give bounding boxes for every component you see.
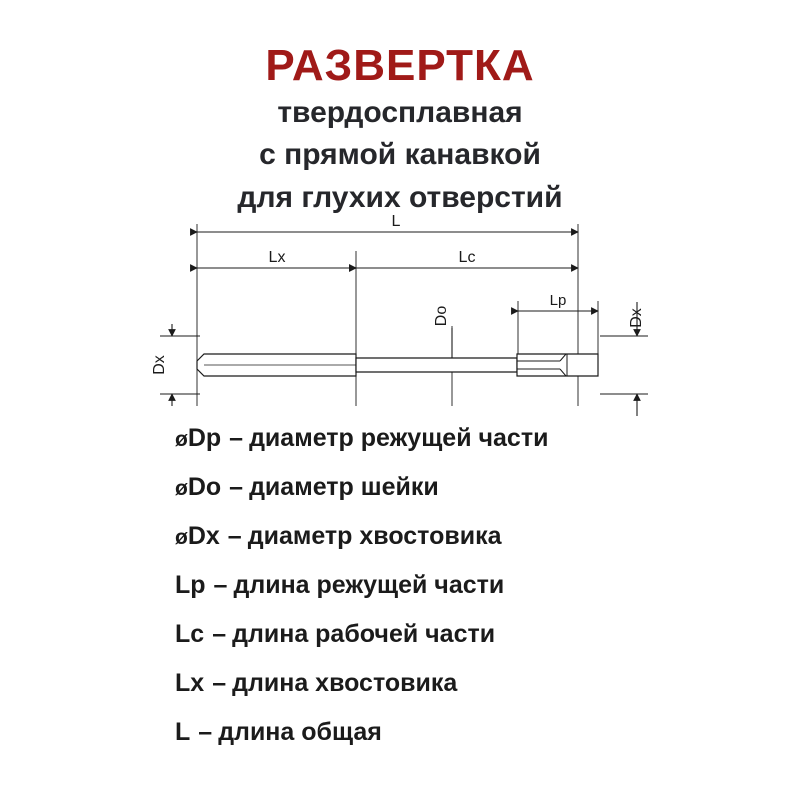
list-item [175, 512, 795, 561]
legend-description: диаметр шейки [249, 473, 439, 501]
legend-symbol-text: Lp [175, 571, 206, 599]
legend-list [175, 414, 795, 757]
legend-symbol-text: Lx [175, 669, 205, 697]
legend-symbol-text: Do [187, 473, 222, 501]
subtitle-line-1: твердосплавная [277, 95, 523, 129]
legend-symbol-l [175, 720, 190, 745]
neck-body [356, 358, 517, 372]
dimension-label-L: L [391, 213, 401, 230]
reamer-drawing-svg [0, 206, 800, 421]
list-item [175, 659, 795, 708]
diameter-icon: ø [175, 526, 188, 549]
legend-symbol-lc [175, 622, 204, 647]
subtitle-line-2: с прямой канавкой [259, 138, 541, 172]
legend-symbol-text: Dp [187, 424, 222, 452]
legend-dash: – [212, 620, 227, 648]
dimension-label-Do: Do [433, 305, 450, 327]
legend-dash: – [198, 718, 213, 746]
title-block [0, 41, 800, 217]
diameter-icon: ø [175, 428, 188, 451]
legend-dash: – [212, 669, 227, 697]
legend-description: диаметр хвостовика [247, 522, 502, 550]
list-item [175, 610, 795, 659]
legend-symbol-dp [175, 426, 221, 451]
dimension-label-Lc: Lc [458, 249, 476, 266]
legend-description: длина хвостовика [232, 669, 458, 697]
legend-symbol-text: Dx [187, 522, 220, 550]
legend-description: длина рабочей части [232, 620, 496, 648]
legend-dash: – [213, 571, 228, 599]
cutting-part-body [517, 354, 598, 376]
legend-symbol-lp [175, 573, 206, 598]
legend-symbol-dx [175, 524, 220, 549]
dimension-label-Dx-left: Dx [151, 355, 168, 375]
list-item [175, 561, 795, 610]
legend-description: длина общая [218, 718, 382, 746]
dimension-label-Lx: Lx [268, 249, 286, 266]
list-item [175, 463, 795, 512]
dimension-label-Lp: Lp [549, 292, 567, 309]
reamer-drawing [0, 206, 800, 421]
legend-description: диаметр режущей части [249, 424, 549, 452]
legend-symbol-lx [175, 671, 204, 696]
legend-symbol-do [175, 475, 221, 500]
legend-symbol-text: L [175, 718, 191, 746]
list-item [175, 708, 795, 757]
list-item [175, 414, 795, 463]
diameter-icon: ø [175, 477, 188, 500]
legend-symbol-text: Lc [175, 620, 205, 648]
subtitle-line-3: для глухих отверстий [237, 181, 563, 215]
legend-dash: – [229, 473, 244, 501]
legend-dash: – [227, 522, 242, 550]
legend-description: длина режущей части [233, 571, 505, 599]
legend-dash: – [229, 424, 244, 452]
page-title: РАЗВЕРТКА [265, 41, 535, 90]
dimension-label-Dx-right: Dx [628, 308, 645, 328]
